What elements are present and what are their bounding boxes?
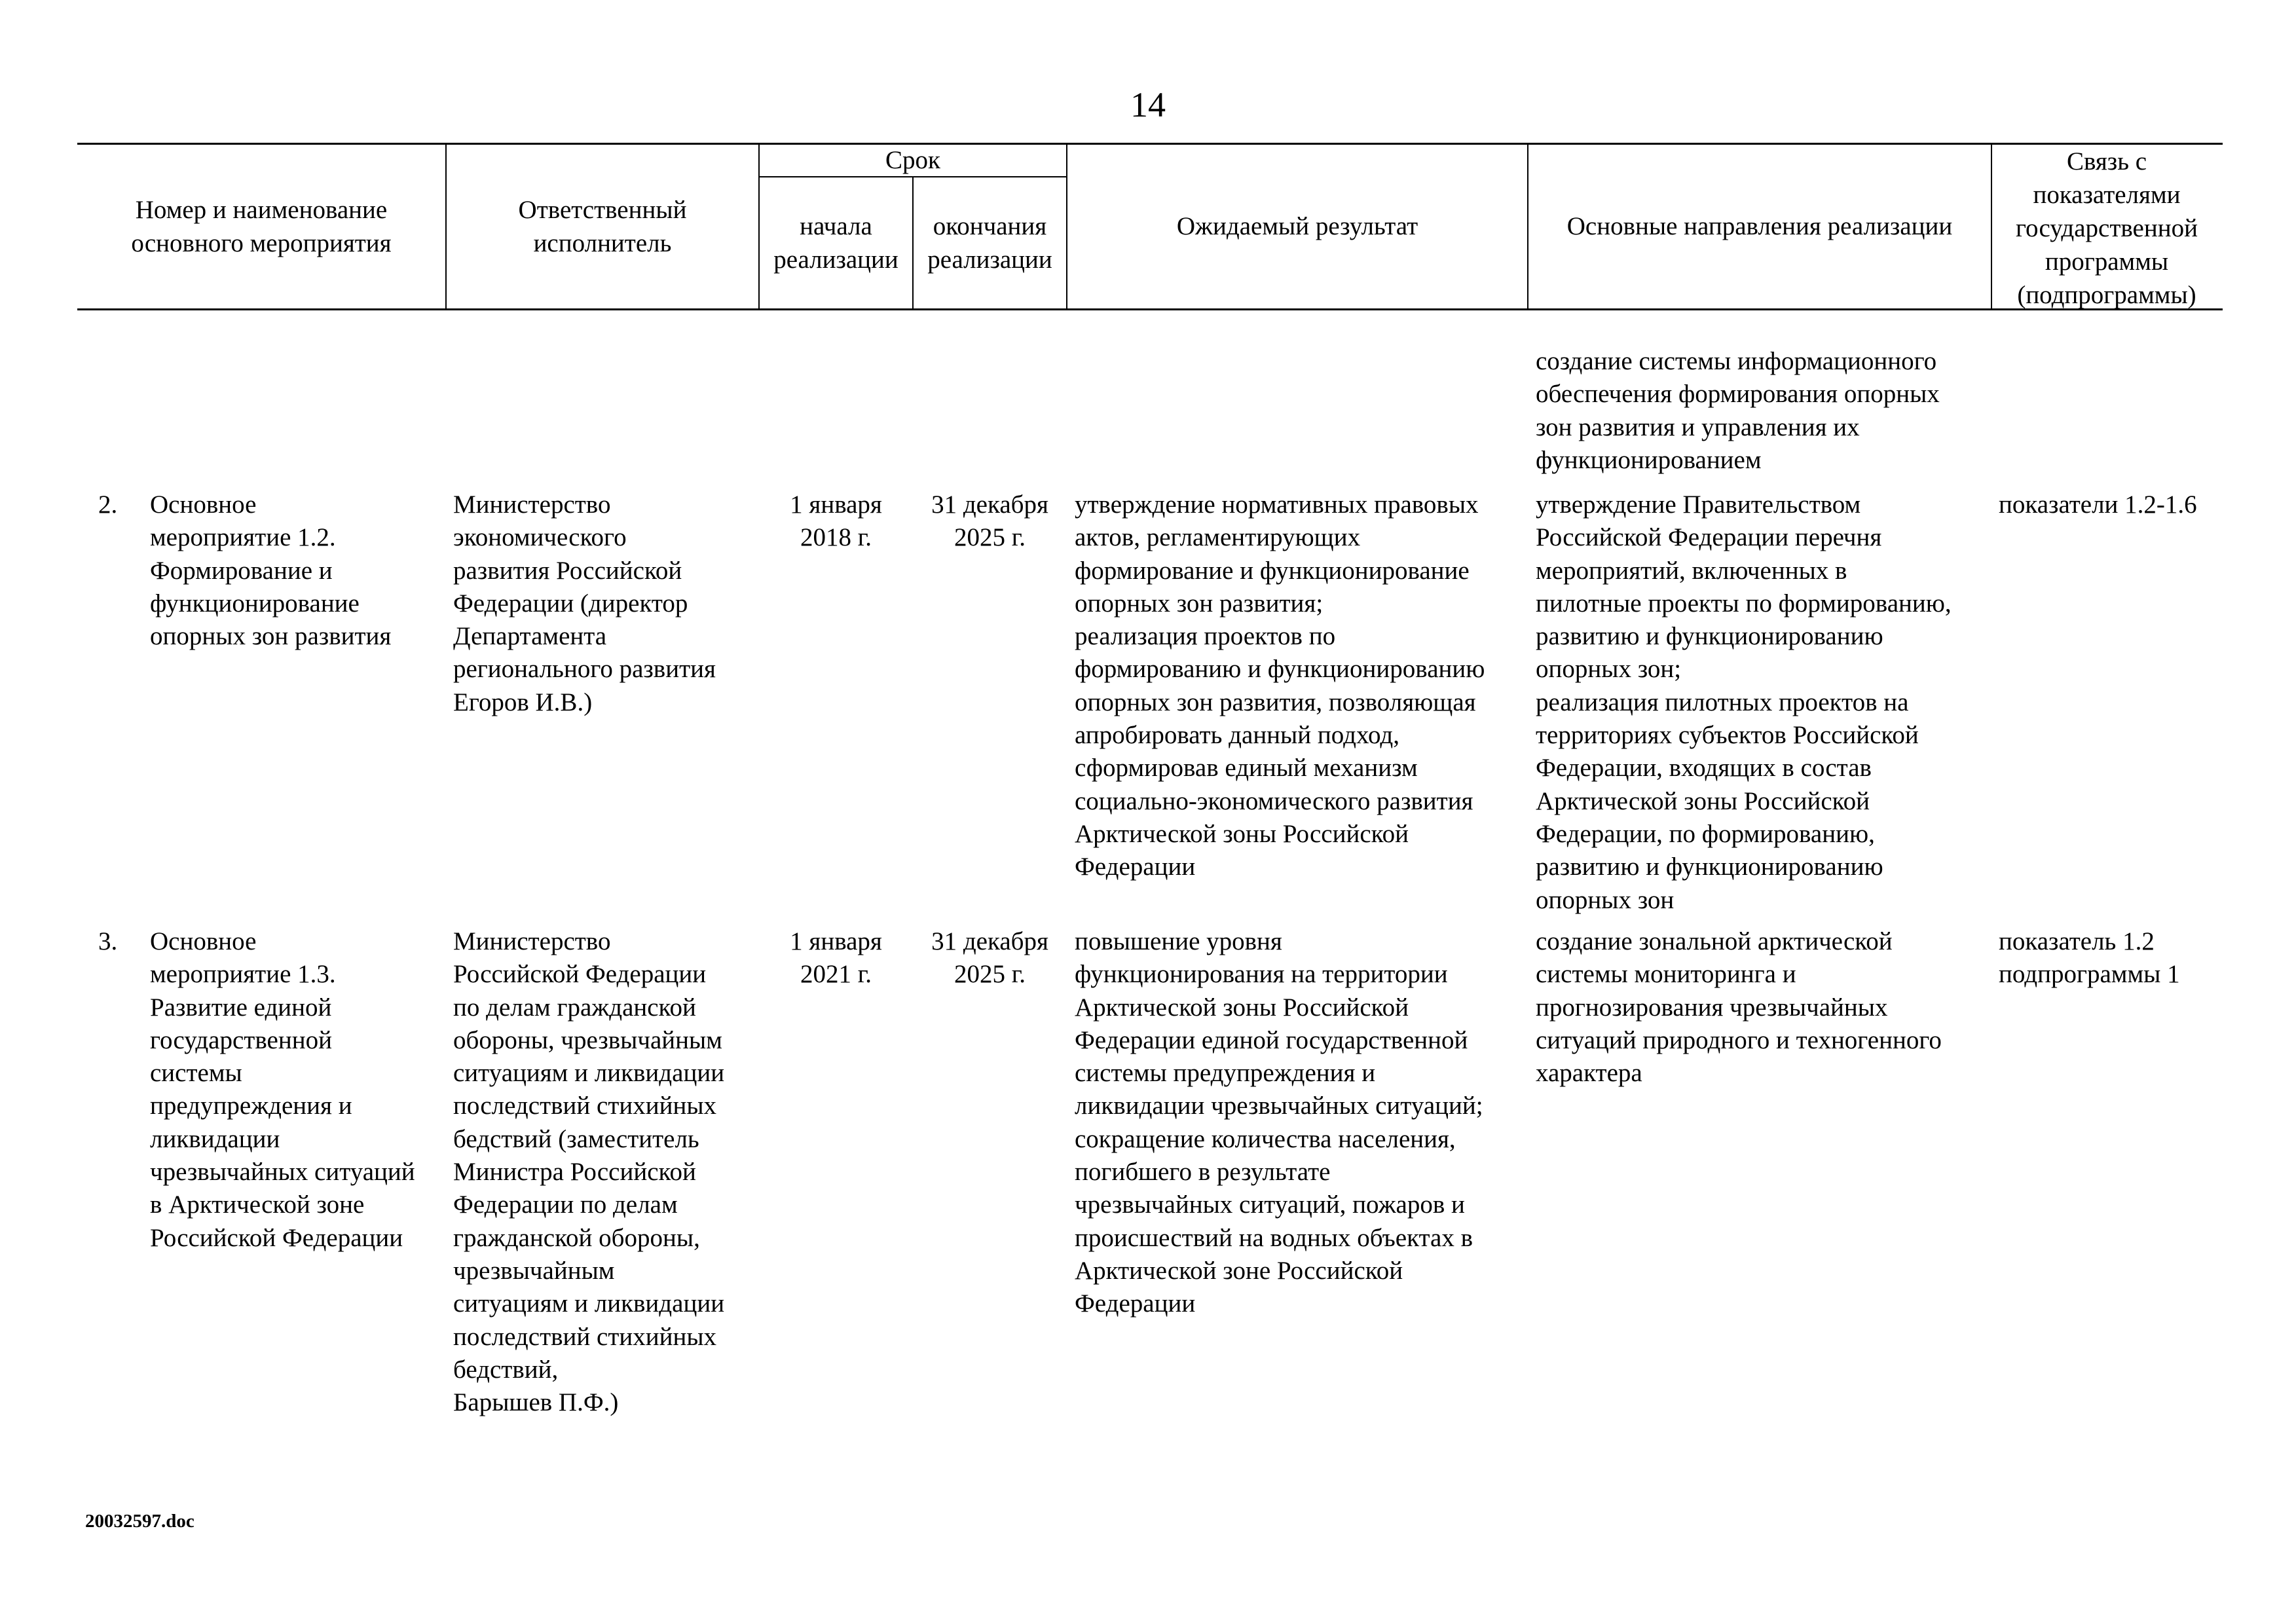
row-directions: создание зональной арктической системы мониторинга и прогнозирования чрезвычайных ситуаций природного и техногенного характера [1536, 927, 1942, 1088]
header-end: окончания реализации [927, 212, 1052, 274]
row-link: показатель 1.2 подпрограммы 1 [1999, 927, 2180, 989]
header-directions: Основные направления реализации [1566, 212, 1953, 240]
row-link: показатели 1.2-1.6 [1999, 490, 2197, 519]
header-bottom-rule [77, 308, 2223, 310]
row-number: 3. [98, 927, 118, 955]
document-filename: 20032597.doc [85, 1511, 194, 1532]
header-srok: Срок [885, 146, 940, 174]
row-directions: утверждение Правительством Российской Федерации перечня мероприятий, включенных в пилотные проекты по формированию, развитию и функционированию опорных зон; реализация пилотных проектов на территориях субъектов Российской Федерации, входящих в состав Арктической зоны Российской Федерации, по формированию, развитию и функционированию опорных зон [1536, 490, 1952, 914]
row-result: повышение уровня функционирования на территории Арктической зоны Российской Федерации единой государственной системы предупреждения и ликвидации чрезвычайных ситуаций; сокращение количества населения, погибшего в результате чрезвычайных ситуаций, пожаров и происшествий на водных объектах в Арктической зоне Российской Федерации [1075, 927, 1483, 1318]
row-number: 2. [98, 490, 118, 519]
row-name: Основное мероприятие 1.3. Развитие единой государственной системы предупреждения и ликвидации чрезвычайных ситуаций в Арктической зоне Российской Федерации [150, 927, 415, 1252]
row-start: 1 января 2018 г. [790, 490, 882, 552]
header-link: Связь с показателями государственной программы (подпрограммы) [2016, 147, 2198, 309]
row-executor: Министерство экономического развития Российской Федерации (директор Департамента регионального развития Егоров И.В.) [453, 490, 716, 716]
page-number: 14 [1130, 85, 1166, 124]
header-start: начала реализации [773, 212, 898, 274]
row-result: утверждение нормативных правовых актов, регламентирующих формирование и функционирование опорных зон развития; реализация проектов по формированию и функционированию опорных зон развития, позволяющая апробировать данный подход, сформировав единый механизм социально-экономического развития Арктической зоны Российской Федерации [1075, 490, 1485, 881]
continuation-directions: создание системы информационного обеспечения формирования опорных зон развития и управления их функционированием [1536, 347, 1940, 474]
header-number-name: Номер и наименование основного мероприятия [131, 195, 392, 257]
row-end: 31 декабря 2025 г. [931, 927, 1048, 989]
header-result: Ожидаемый результат [1176, 212, 1418, 240]
row-start: 1 января 2021 г. [790, 927, 882, 989]
row-end: 31 декабря 2025 г. [931, 490, 1048, 552]
row-executor: Министерство Российской Федерации по делам гражданской обороны, чрезвычайным ситуациям и ликвидации последствий стихийных бедствий (заместитель Министра Российской Федерации по делам гражданской обороны, чрезвычайным ситуациям и ликвидации последствий стихийных бедствий, Барышев П.Ф.) [453, 927, 725, 1417]
header-executor: Ответственный исполнитель [518, 195, 687, 257]
row-name: Основное мероприятие 1.2. Формирование и функционирование опорных зон развития [150, 490, 392, 651]
